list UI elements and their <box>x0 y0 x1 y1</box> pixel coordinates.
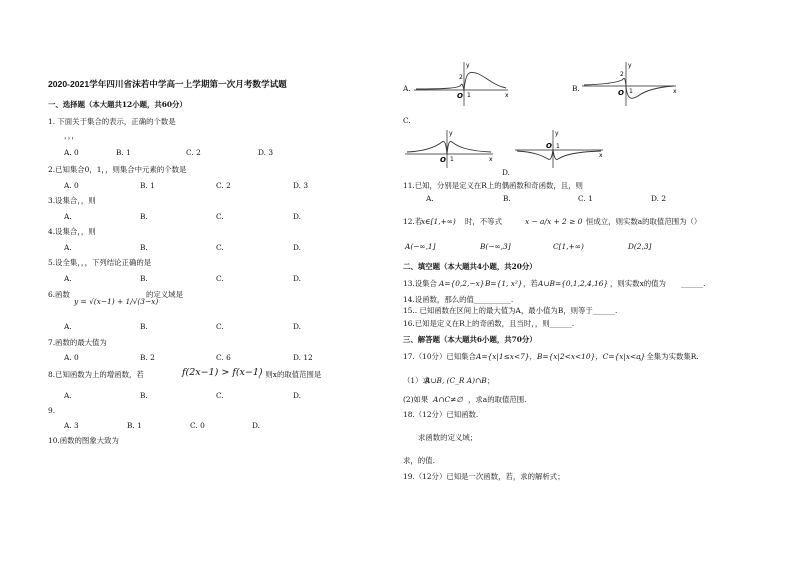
q6-tail: 的定义域是 <box>146 290 183 299</box>
q12-inequality: x − a/x + 2 ≥ 0 <box>525 217 583 226</box>
q11-option-b: B. <box>503 194 511 203</box>
q6-option-c: C. <box>216 322 224 331</box>
q7-option-d: D. 12 <box>293 353 313 362</box>
q8-option-c: C. <box>216 391 224 400</box>
graph-a-tick-2: 2 <box>459 74 463 81</box>
q6-option-b: B. <box>140 322 148 331</box>
q2-option-b: B. 1 <box>140 181 155 190</box>
graph-b-tick-2: 2 <box>620 71 624 78</box>
q13-mid: ，若 <box>523 279 538 288</box>
graph-d <box>513 128 609 170</box>
graph-b-tick-1: 1 <box>629 88 633 95</box>
q9-option-b: B. 1 <box>127 421 142 430</box>
q8-option-d: D. <box>293 391 302 400</box>
q5-stem: 5.设全集，，，下列结论正确的是 <box>48 258 152 267</box>
q1-option-b: B. 1 <box>116 148 131 157</box>
q11-option-c: C. 1 <box>578 194 593 203</box>
q4-stem: 4.设集合，，则 <box>48 227 96 236</box>
q1-sub: ，，， <box>64 131 79 140</box>
graph-label-d: D. <box>502 168 511 177</box>
graph-d-origin: O <box>546 142 552 150</box>
q13-tail: ，则实数x的值为 <box>610 279 666 288</box>
graph-label-c: C. <box>403 116 411 125</box>
q1-stem: 1. 下面关于集合的表示，正确的个数是 <box>48 117 176 126</box>
q9-stem: 9. <box>48 406 56 415</box>
q3-option-b: B. <box>140 212 148 221</box>
q1-option-c: C. 2 <box>186 148 201 157</box>
q9-option-d: D. <box>252 421 261 430</box>
graph-b-x-label: x <box>673 88 677 95</box>
q3-option-a: A. <box>64 212 72 221</box>
q4-option-d: D. <box>293 243 302 252</box>
q12-condition: x∈[1,+∞) <box>421 217 456 226</box>
q17-pre: 17.（10分）已知集合 <box>403 352 476 361</box>
q17-part2-pre: (2)如果 <box>403 395 429 404</box>
graph-d-curve <box>517 150 601 159</box>
q17-tail: ，全集为实数集R. <box>639 352 699 361</box>
q8-stem: 8.已知函数为上的增函数，若 <box>48 370 144 379</box>
q12-option-c: C[1,+∞) <box>553 242 584 251</box>
graph-a-y-label: y <box>466 62 470 69</box>
q13-union: A∪B={0,1,2,4,16} <box>538 279 609 288</box>
graph-b <box>580 60 680 108</box>
q2-stem: 2.已知集合0，1，，则集合中元素的个数是 <box>48 165 187 174</box>
q2-option-d: D. 3 <box>293 181 309 190</box>
q3-option-d: D. <box>293 212 302 221</box>
q12-tail: 恒成立，则实数a的取值范围为（） <box>586 217 702 226</box>
q8-formula: f(2x−1) > f(x−1) <box>182 367 263 378</box>
q12-option-b: B(−∞,3] <box>480 242 511 251</box>
q4-option-c: C. <box>216 243 224 252</box>
graph-d-y-label: y <box>555 130 559 137</box>
q19-stem: 19.（12分）已知是一次函数，若，求的解析式； <box>403 472 565 481</box>
q13-blank: ______. <box>681 279 706 288</box>
q5-option-a: A. <box>64 274 72 283</box>
q6-stem: 6.函数 <box>48 290 70 299</box>
q13-set-a: A={0,2,−x} <box>439 279 485 288</box>
graph-b-y-label: y <box>628 62 632 69</box>
graph-a-origin: O <box>457 92 463 100</box>
q10-stem: 10.函数的图象大致为 <box>48 436 119 445</box>
q12-mid: 时，不等式 <box>465 217 502 226</box>
q2-option-c: C. 2 <box>216 181 231 190</box>
q8-option-b: B. <box>140 391 148 400</box>
q9-option-a: A. 3 <box>64 421 79 430</box>
q17-part1-pre: （1）求 <box>403 376 430 385</box>
q11-option-d: D. 2 <box>651 194 667 203</box>
q2-option-a: A. 0 <box>64 181 79 190</box>
graph-a <box>412 60 512 108</box>
q6-formula: y = √(x−1) + 1/√(3−x) <box>74 297 159 306</box>
q1-option-a: A. 0 <box>64 148 79 157</box>
q6-option-d: D. <box>293 322 302 331</box>
q8-option-a: A. <box>64 391 72 400</box>
q17-part2-tail: ，求a的取值范围. <box>468 395 527 404</box>
graph-c-x-label: x <box>489 156 493 163</box>
graph-c-tick-1: 1 <box>450 156 454 163</box>
q17-part1-tail: ； <box>487 376 495 385</box>
graph-c <box>403 128 499 170</box>
graph-label-a: A. <box>403 84 411 93</box>
q3-stem: 3.设集合，，则 <box>48 196 96 205</box>
q11-option-a: A. <box>426 194 434 203</box>
q8-tail: ，则x的取值范围是 <box>258 370 322 379</box>
graph-c-y-label: y <box>449 130 453 137</box>
q9-option-c: C. 0 <box>190 421 205 430</box>
q12-option-a: A(−∞,1] <box>405 242 436 251</box>
q14-stem: 14.设函数，那么的值__________. <box>403 295 514 304</box>
q18-stem: 18.（12分）已知函数. <box>403 410 479 419</box>
page-title: 2020-2021学年四川省沫若中学高一上学期第一次月考数学试题 <box>48 79 287 89</box>
q18-part2: 求，的值. <box>403 456 435 465</box>
q7-option-b: B. 2 <box>140 353 155 362</box>
graph-a-x-label: x <box>505 92 509 99</box>
q18-part1: 求函数的定义域； <box>418 433 478 442</box>
q7-option-a: A. 0 <box>64 353 79 362</box>
section-fill-heading: 二、填空题（本大题共4小题，共20分） <box>403 262 537 271</box>
q11-stem: 11.已知，分别是定义在R上的偶函数和奇函数，且，则 <box>403 181 583 190</box>
graph-d-x-label: x <box>599 152 603 159</box>
q5-option-b: B. <box>140 274 148 283</box>
graph-c-origin: O <box>440 156 446 164</box>
q5-option-c: C. <box>216 274 224 283</box>
q17-part1-expr: A∪B, (C_R A)∩B <box>425 376 487 385</box>
q7-stem: 7.函数的最大值为 <box>48 338 107 347</box>
q7-option-c: C. 6 <box>216 353 231 362</box>
q13-set-b: B={1, x²} <box>485 279 523 288</box>
q16-stem: 16.已知是定义在R上的奇函数，且当时，，则______. <box>403 319 575 328</box>
q3-option-c: C. <box>216 212 224 221</box>
section-choice-heading: 一、选择题（本大题共12小题，共60分） <box>48 100 187 109</box>
graph-a-tick-1: 1 <box>467 92 471 99</box>
graph-c-curve <box>407 142 491 155</box>
q4-option-a: A. <box>64 243 72 252</box>
graph-label-b: B. <box>572 84 580 93</box>
q15-stem: 15.. 已知函数在区间上的最大值为A，最小值为B，则等于______. <box>403 306 618 315</box>
q13-pre: 13.设集合 <box>403 279 437 288</box>
q5-option-d: D. <box>293 274 302 283</box>
graph-d-tick-1: 1 <box>556 143 560 150</box>
q6-option-a: A. <box>64 322 72 331</box>
graph-b-origin: O <box>618 89 624 97</box>
q12-pre: 12.若 <box>403 217 423 226</box>
section-answer-heading: 三、解答题（本大题共6小题，共70分） <box>403 335 537 344</box>
q4-option-b: B. <box>140 243 148 252</box>
q1-option-d: D. 3 <box>258 148 274 157</box>
q17-part2-expr: A∩C≠∅ <box>433 395 463 404</box>
q12-option-d: D(2,3] <box>628 242 652 251</box>
q17-sets: A={x|1≤x<7}，B={x|2<x<10}，C={x|x<a} <box>476 352 646 361</box>
